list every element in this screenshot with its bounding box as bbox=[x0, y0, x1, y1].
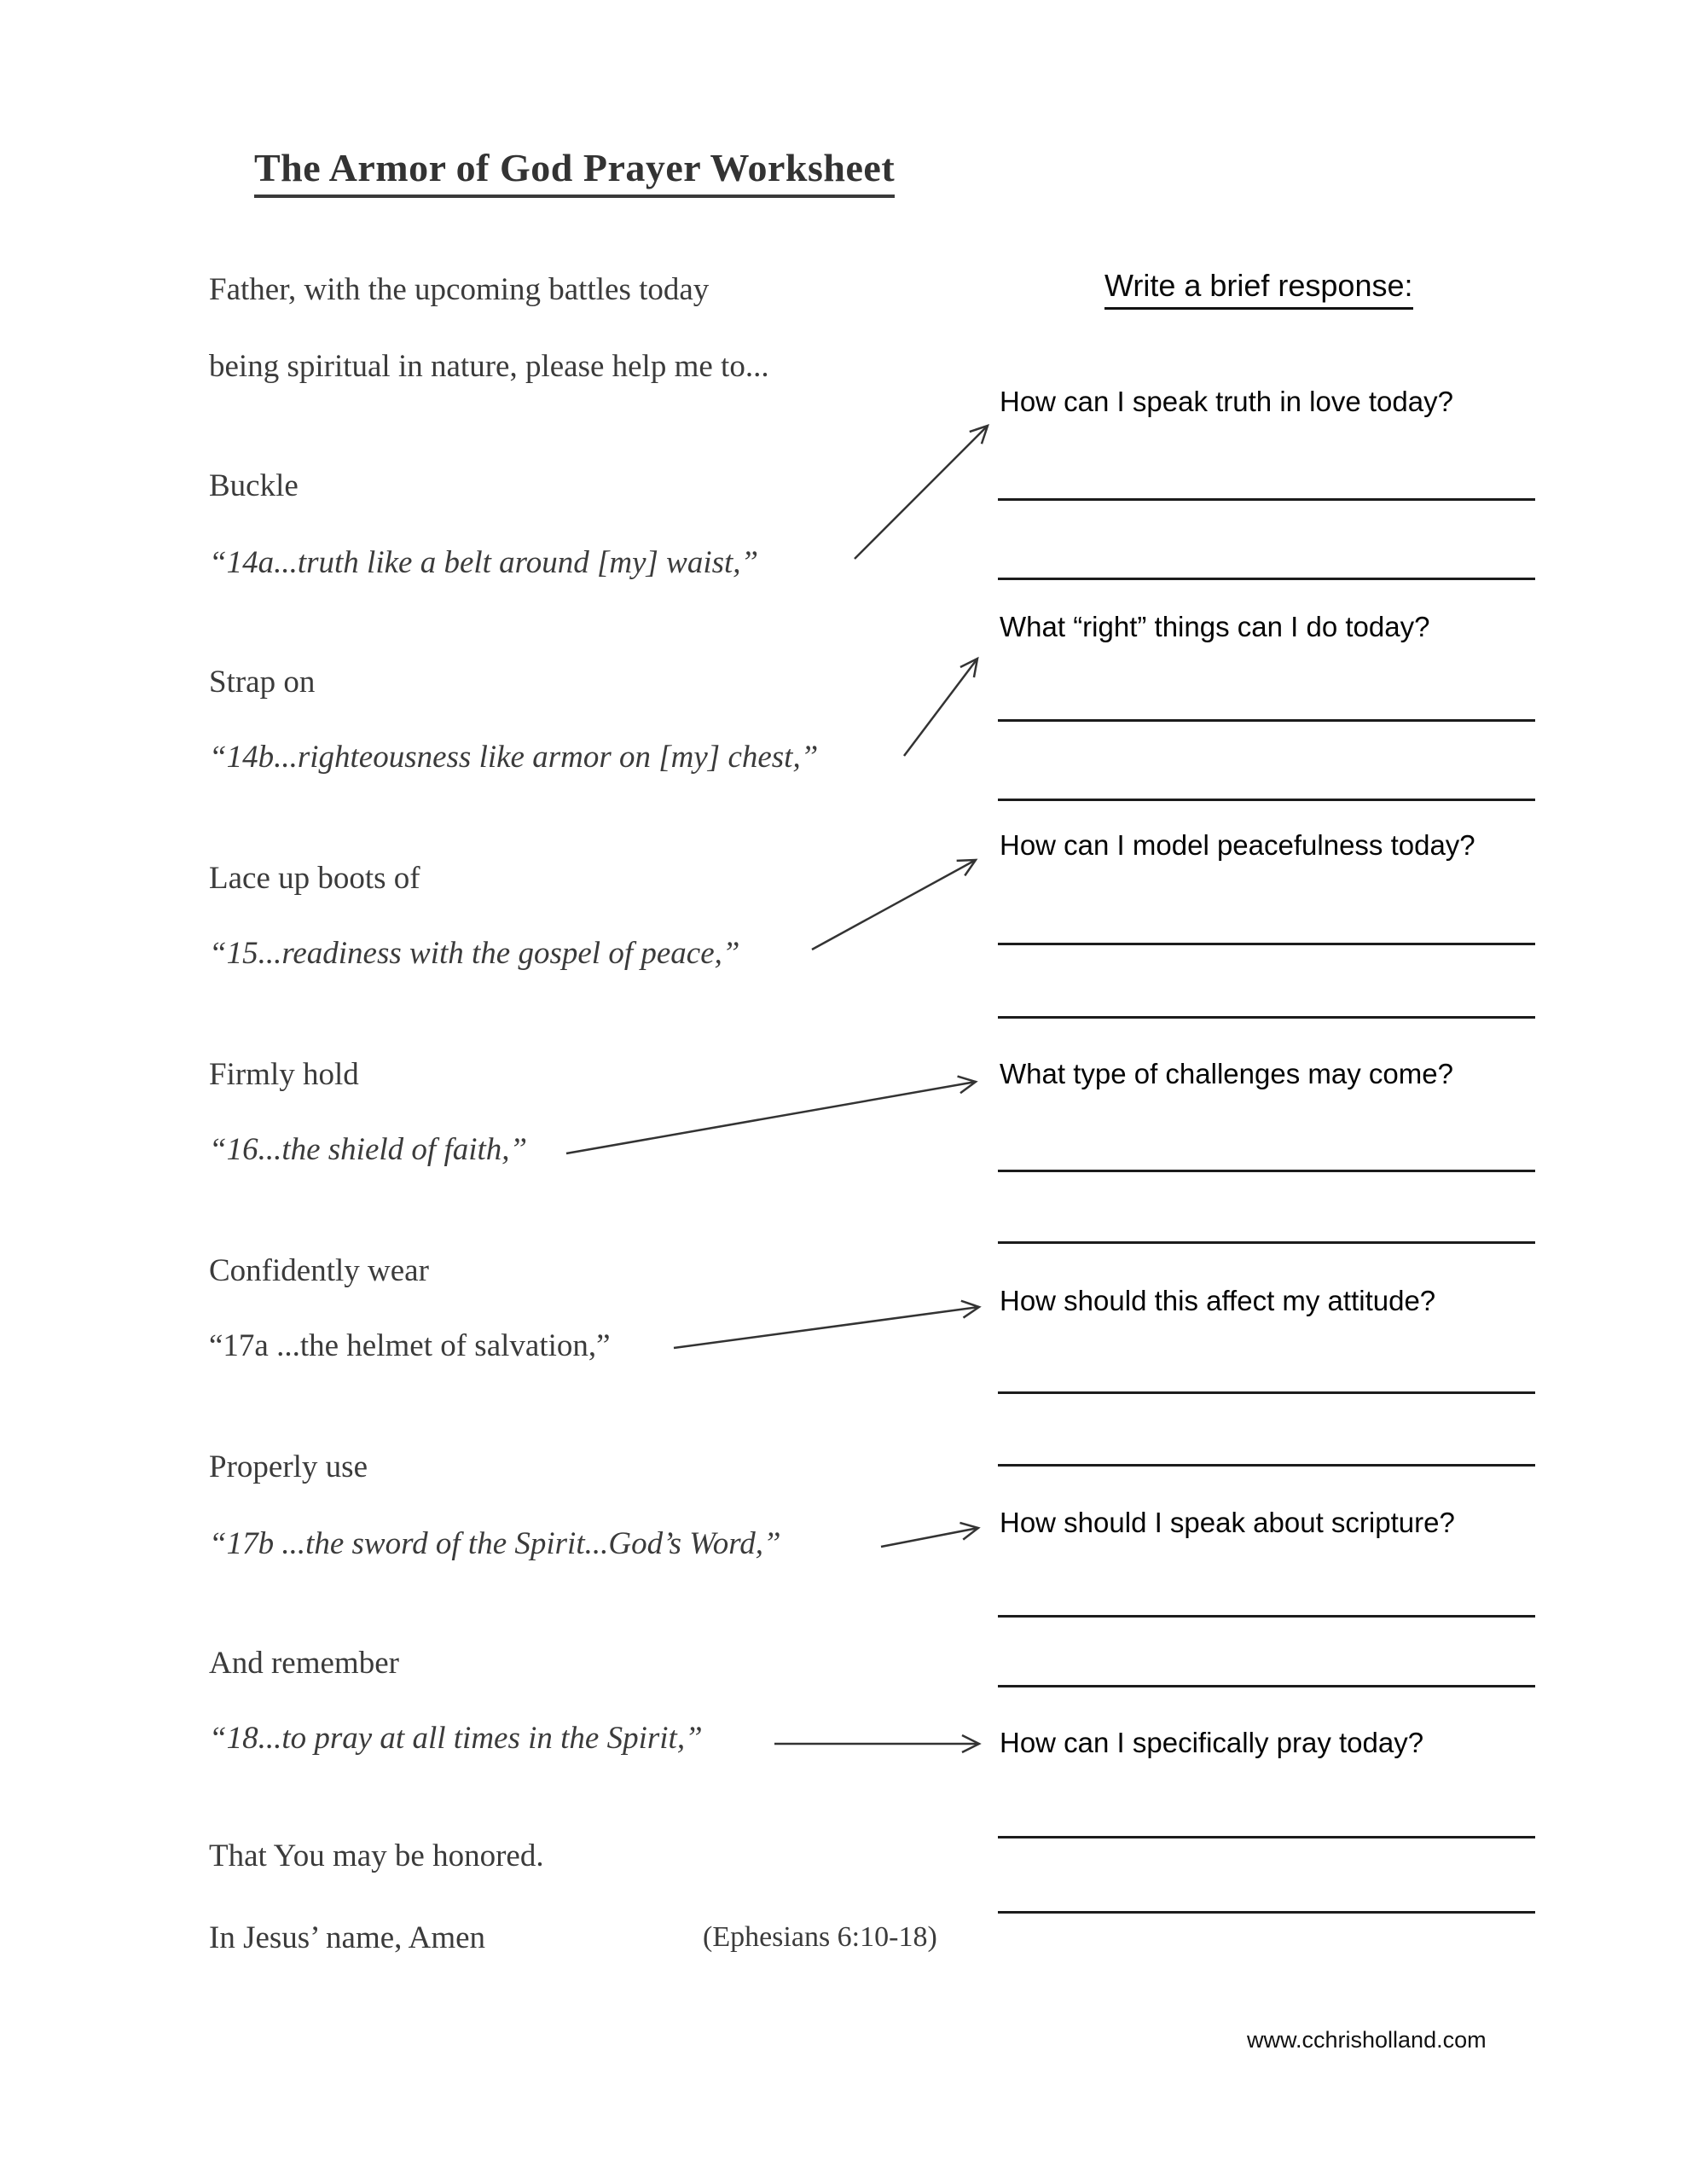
prayer-action-properly-use: Properly use bbox=[209, 1449, 368, 1484]
prayer-action-and-remember: And remember bbox=[209, 1646, 399, 1681]
arrow-quote16-to-q4 bbox=[566, 1082, 976, 1153]
question-1: How can I speak truth in love today? bbox=[1000, 386, 1453, 417]
response-line-5a bbox=[998, 1391, 1535, 1394]
response-line-1a bbox=[998, 498, 1535, 501]
prayer-action-buckle: Buckle bbox=[209, 468, 299, 503]
response-line-2a bbox=[998, 719, 1535, 722]
prayer-quote-18: “18...to pray at all times in the Spirit,” bbox=[209, 1721, 703, 1756]
prayer-quote-14b: “14b...righteousness like armor on [my] chest,” bbox=[209, 740, 819, 775]
arrow-quote17b-to-q6 bbox=[881, 1528, 978, 1547]
response-line-4a bbox=[998, 1170, 1535, 1172]
prayer-intro-line2: being spiritual in nature, please help me to... bbox=[209, 349, 769, 384]
prayer-closing-line1: That You may be honored. bbox=[209, 1838, 544, 1873]
question-3: How can I model peacefulness today? bbox=[1000, 829, 1475, 861]
question-4: What type of challenges may come? bbox=[1000, 1058, 1453, 1089]
prayer-quote-17b: “17b ...the sword of the Spirit...God’s Word,” bbox=[209, 1526, 781, 1561]
response-line-3b bbox=[998, 1016, 1535, 1019]
prayer-quote-17a: “17a ...the helmet of salvation,” bbox=[209, 1328, 611, 1363]
question-6: How should I speak about scripture? bbox=[1000, 1507, 1455, 1538]
response-line-2b bbox=[998, 799, 1535, 801]
response-line-1b bbox=[998, 578, 1535, 580]
prayer-action-strap-on: Strap on bbox=[209, 665, 316, 700]
prayer-intro-line1: Father, with the upcoming battles today bbox=[209, 272, 710, 307]
prayer-closing-line2: In Jesus’ name, Amen bbox=[209, 1920, 486, 1955]
prayer-quote-15: “15...readiness with the gospel of peace,” bbox=[209, 936, 740, 971]
prayer-action-lace-up: Lace up boots of bbox=[209, 861, 420, 896]
responses-header: Write a brief response: bbox=[1104, 268, 1413, 310]
prayer-action-firmly-hold: Firmly hold bbox=[209, 1057, 359, 1092]
prayer-action-confidently-wear: Confidently wear bbox=[209, 1253, 429, 1288]
prayer-quote-14a: “14a...truth like a belt around [my] waist,” bbox=[209, 545, 759, 580]
response-line-4b bbox=[998, 1241, 1535, 1244]
response-line-7b bbox=[998, 1911, 1535, 1914]
response-line-5b bbox=[998, 1464, 1535, 1467]
website-url: www.cchrisholland.com bbox=[1247, 2027, 1487, 2053]
arrow-quote15-to-q3 bbox=[812, 860, 976, 950]
response-line-6b bbox=[998, 1685, 1535, 1687]
arrow-quote14b-to-q2 bbox=[904, 659, 977, 756]
question-7: How can I specifically pray today? bbox=[1000, 1727, 1424, 1758]
arrow-quote14a-to-q1 bbox=[855, 426, 988, 559]
response-line-6a bbox=[998, 1615, 1535, 1618]
question-2: What “right” things can I do today? bbox=[1000, 611, 1430, 642]
scripture-reference: (Ephesians 6:10-18) bbox=[703, 1921, 937, 1953]
question-5: How should this affect my attitude? bbox=[1000, 1285, 1436, 1316]
page-title: The Armor of God Prayer Worksheet bbox=[254, 145, 895, 198]
arrow-quote17a-to-q5 bbox=[674, 1307, 979, 1348]
prayer-quote-16: “16...the shield of faith,” bbox=[209, 1132, 528, 1167]
response-line-3a bbox=[998, 943, 1535, 945]
response-line-7a bbox=[998, 1836, 1535, 1838]
